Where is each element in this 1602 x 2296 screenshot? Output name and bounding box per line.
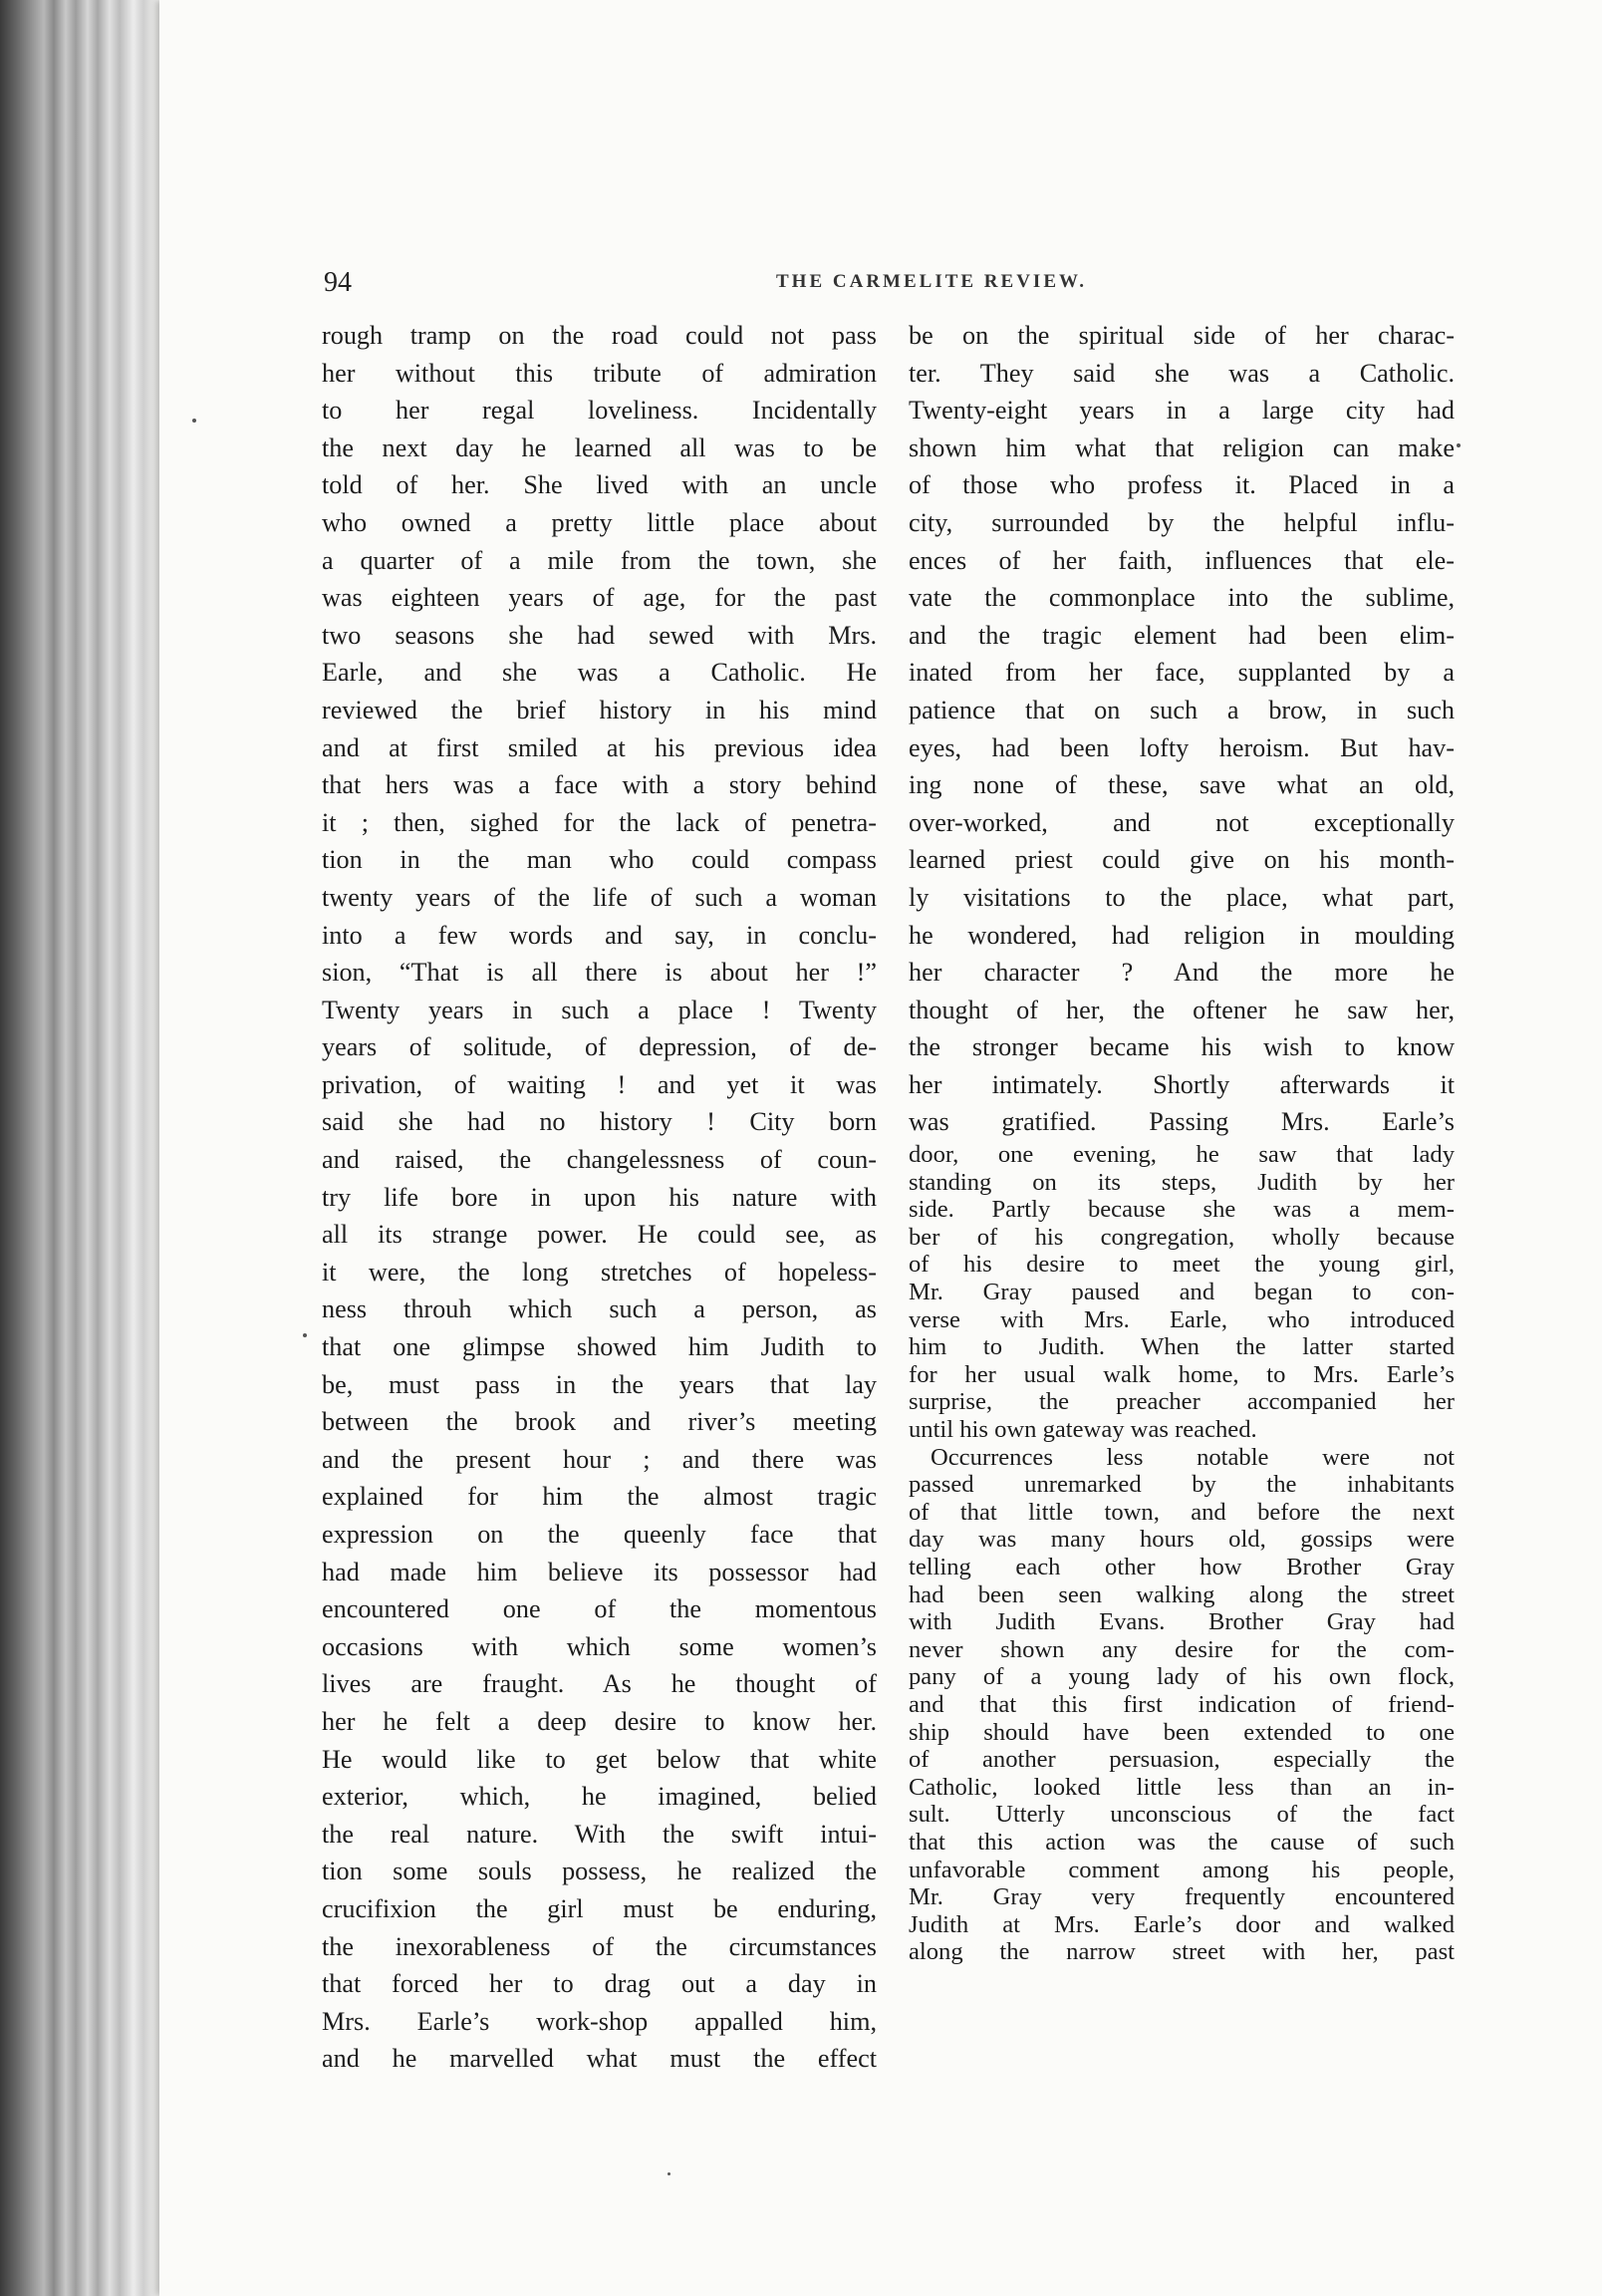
- text-line: explained for him the almost tragic: [322, 1482, 877, 1512]
- text-line: it ; then, sighed for the lack of penetra-: [322, 807, 877, 837]
- text-line: twenty years of the life of such a woman: [322, 882, 877, 912]
- text-line: between the brook and river’s meeting: [322, 1407, 877, 1437]
- text-line: that forced her to drag out a day in: [322, 1969, 877, 1999]
- text-line: patience that on such a brow, in such: [909, 695, 1455, 724]
- text-line: be on the spiritual side of her charac-: [909, 321, 1455, 350]
- text-line: into a few words and say, in conclu-: [322, 920, 877, 950]
- text-line: of that little town, and before the next: [909, 1498, 1455, 1526]
- text-line: told of her. She lived with an uncle: [322, 470, 877, 500]
- text-line: Twenty years in such a place ! Twenty: [322, 995, 877, 1024]
- text-line: her character ? And the more he: [909, 958, 1455, 988]
- text-line: thought of her, the oftener he saw her,: [909, 995, 1455, 1024]
- text-line: shown him what that religion can make: [909, 432, 1455, 462]
- text-line: side. Partly because she was a mem-: [909, 1196, 1455, 1224]
- text-line: unfavorable comment among his people,: [909, 1856, 1455, 1883]
- text-line: and at first smiled at his previous idea: [322, 732, 877, 762]
- text-line: tion in the man who could compass: [322, 845, 877, 875]
- text-line: over-worked, and not exceptionally: [909, 807, 1455, 837]
- page-header: [159, 267, 1455, 307]
- text-line: until his own gateway was reached.: [909, 1416, 1257, 1443]
- text-line: who owned a pretty little place about: [322, 507, 877, 537]
- text-line: ness throuh which such a person, as: [322, 1294, 877, 1324]
- text-line: her without this tribute of admiration: [322, 358, 877, 388]
- text-line: a quarter of a mile from the town, she: [322, 545, 877, 575]
- text-line: had made him believe its possessor had: [322, 1557, 877, 1586]
- paper-speck: [192, 419, 196, 423]
- text-line: privation, of waiting ! and yet it was: [322, 1069, 877, 1099]
- text-line: telling each other how Brother Gray: [909, 1553, 1455, 1580]
- text-line: the stronger became his wish to know: [909, 1032, 1455, 1062]
- text-line: Judith at Mrs. Earle’s door and walked: [909, 1910, 1455, 1938]
- text-line: ing none of these, save what an old,: [909, 770, 1455, 800]
- text-line: that one glimpse showed him Judith to: [322, 1332, 877, 1362]
- text-line: and the present hour ; and there was: [322, 1444, 877, 1474]
- text-line: lives are fraught. As he thought of: [322, 1669, 877, 1699]
- text-line: Mrs. Earle’s work-shop appalled him,: [322, 2006, 877, 2036]
- text-line: exterior, which, he imagined, belied: [322, 1782, 877, 1812]
- text-line: and he marvelled what must the effect: [322, 2044, 877, 2074]
- text-line: him to Judith. When the latter started: [909, 1333, 1455, 1361]
- text-line: the real nature. With the swift intui-: [322, 1819, 877, 1849]
- text-line: all its strange power. He could see, as: [322, 1220, 877, 1250]
- page-number: 94: [324, 267, 352, 298]
- text-line: that this action was the cause of such: [909, 1828, 1455, 1856]
- text-line: verse with Mrs. Earle, who introduced: [909, 1305, 1455, 1333]
- text-line: pany of a young lady of his own flock,: [909, 1663, 1455, 1691]
- text-line: reviewed the brief history in his mind: [322, 695, 877, 724]
- right-column-top: [909, 317, 1455, 1141]
- text-line: he wondered, had religion in moulding: [909, 920, 1455, 950]
- text-line: her he felt a deep desire to know her.: [322, 1706, 877, 1736]
- text-line: for her usual walk home, to Mrs. Earle’s: [909, 1360, 1455, 1388]
- text-line: the inexorableness of the circumstances: [322, 1931, 877, 1961]
- text-line: be, must pass in the years that lay: [322, 1369, 877, 1399]
- text-line: learned priest could give on his month-: [909, 845, 1455, 875]
- text-line: the next day he learned all was to be: [322, 432, 877, 462]
- text-line: sion, “That is all there is about her !”: [322, 958, 877, 988]
- text-line: city, surrounded by the helpful influ-: [909, 507, 1455, 537]
- text-line: of those who profess it. Placed in a: [909, 470, 1455, 500]
- text-line: ber of his congregation, wholly because: [909, 1223, 1455, 1251]
- paper-speck: [1457, 443, 1461, 447]
- text-line: rough tramp on the road could not pass: [322, 321, 877, 350]
- text-line: Twenty-eight years in a large city had: [909, 396, 1455, 426]
- text-line: to her regal loveliness. Incidentally: [322, 396, 877, 426]
- text-line: door, one evening, he saw that lady: [909, 1141, 1455, 1169]
- text-line: ences of her faith, influences that ele-: [909, 545, 1455, 575]
- text-line: along the narrow street with her, past: [909, 1938, 1455, 1966]
- text-line: ter. They said she was a Catholic.: [909, 358, 1455, 388]
- text-line: and raised, the changelessness of coun-: [322, 1145, 877, 1175]
- text-line: ship should have been extended to one: [909, 1718, 1455, 1746]
- running-head: THE CARMELITE REVIEW.: [776, 271, 1087, 292]
- right-column-bottom: [909, 1141, 1455, 1966]
- left-column: [322, 317, 877, 2078]
- text-line: day was many hours old, gossips were: [909, 1526, 1455, 1554]
- right-column: [909, 317, 1455, 1966]
- text-line: it were, the long stretches of hopeless-: [322, 1257, 877, 1287]
- text-line: and the tragic element had been elim-: [909, 620, 1455, 650]
- text-line: two seasons she had sewed with Mrs.: [322, 620, 877, 650]
- text-line: Earle, and she was a Catholic. He: [322, 658, 877, 688]
- text-line: had been seen walking along the street: [909, 1580, 1455, 1608]
- text-line: years of solitude, of depression, of de-: [322, 1032, 877, 1062]
- text-line: said she had no history ! City born: [322, 1107, 877, 1137]
- text-line: was gratified. Passing Mrs. Earle’s: [909, 1107, 1455, 1137]
- text-line: was eighteen years of age, for the past: [322, 583, 877, 613]
- text-line: crucifixion the girl must be enduring,: [322, 1893, 877, 1923]
- page-edges: [0, 0, 159, 2296]
- text-line: try life bore in upon his nature with: [322, 1182, 877, 1212]
- text-line: He would like to get below that white: [322, 1744, 877, 1774]
- text-line: passed unremarked by the inhabitants: [909, 1471, 1455, 1499]
- text-line: eyes, had been lofty heroism. But hav-: [909, 732, 1455, 762]
- text-line: encountered one of the momentous: [322, 1594, 877, 1624]
- text-line: expression on the queenly face that: [322, 1520, 877, 1549]
- text-line: sult. Utterly unconscious of the fact: [909, 1801, 1455, 1829]
- text-line: Occurrences less notable were not: [931, 1443, 1455, 1471]
- text-line: Mr. Gray very frequently encountered: [909, 1883, 1455, 1911]
- text-line: of his desire to meet the young girl,: [909, 1251, 1455, 1279]
- paper-speck: [303, 1333, 307, 1337]
- paper-speck: [668, 2172, 670, 2175]
- text-line: of another persuasion, especially the: [909, 1746, 1455, 1774]
- text-line: with Judith Evans. Brother Gray had: [909, 1608, 1455, 1636]
- text-line: Catholic, looked little less than an in-: [909, 1773, 1455, 1801]
- text-line: tion some souls possess, he realized the: [322, 1857, 877, 1886]
- text-line: that hers was a face with a story behind: [322, 770, 877, 800]
- text-line: Mr. Gray paused and began to con-: [909, 1279, 1455, 1306]
- text-line: ly visitations to the place, what part,: [909, 882, 1455, 912]
- text-line: and that this first indication of friend-: [909, 1690, 1455, 1718]
- text-line: occasions with which some women’s: [322, 1631, 877, 1661]
- text-line: standing on its steps, Judith by her: [909, 1168, 1455, 1196]
- text-line: surprise, the preacher accompanied her: [909, 1388, 1455, 1416]
- text-line: inated from her face, supplanted by a: [909, 658, 1455, 688]
- text-line: vate the commonplace into the sublime,: [909, 583, 1455, 613]
- text-line: her intimately. Shortly afterwards it: [909, 1069, 1455, 1099]
- text-line: never shown any desire for the com-: [909, 1635, 1455, 1663]
